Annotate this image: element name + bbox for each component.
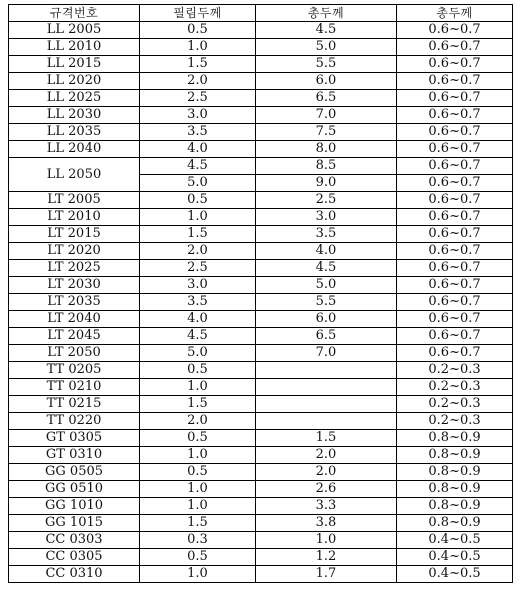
cell-film-thickness: 2.0: [140, 243, 256, 260]
cell-film-thickness: 2.5: [140, 260, 256, 277]
cell-total-thickness-range: 0.2~0.3: [397, 379, 513, 396]
cell-total-thickness: 1.5: [255, 430, 396, 447]
cell-film-thickness: 1.0: [140, 447, 256, 464]
table-row: [9, 73, 513, 90]
cell-total-thickness-range: 0.6~0.7: [397, 345, 513, 362]
cell-total-thickness: 3.3: [255, 498, 396, 515]
table-row: [9, 328, 513, 345]
cell-code: LL 2015: [9, 56, 140, 73]
cell-film-thickness: 1.5: [140, 226, 256, 243]
cell-total-thickness: 9.0: [255, 175, 396, 192]
cell-code: LT 2035: [9, 294, 140, 311]
cell-code: LL 2050: [9, 158, 140, 192]
cell-film-thickness: 0.3: [140, 532, 256, 549]
cell-total-thickness-range: 0.6~0.7: [397, 243, 513, 260]
cell-film-thickness: 1.0: [140, 481, 256, 498]
cell-code: CC 0303: [9, 532, 140, 549]
cell-film-thickness: 1.5: [140, 56, 256, 73]
cell-film-thickness: 5.0: [140, 175, 256, 192]
cell-total-thickness: 2.0: [255, 447, 396, 464]
table-row: [9, 192, 513, 209]
cell-total-thickness: 3.0: [255, 209, 396, 226]
cell-code: LT 2015: [9, 226, 140, 243]
cell-code: TT 0210: [9, 379, 140, 396]
cell-code: LT 2045: [9, 328, 140, 345]
cell-total-thickness: 2.5: [255, 192, 396, 209]
cell-total-thickness-range: 0.6~0.7: [397, 107, 513, 124]
cell-code: CC 0305: [9, 549, 140, 566]
table-row: [9, 158, 513, 175]
table-body: [9, 22, 513, 583]
cell-film-thickness: 1.5: [140, 515, 256, 532]
cell-film-thickness: 0.5: [140, 192, 256, 209]
cell-total-thickness-range: 0.2~0.3: [397, 413, 513, 430]
cell-code: CC 0310: [9, 566, 140, 583]
header-total-thickness: 총두께: [255, 5, 396, 22]
header-row: [9, 5, 513, 22]
cell-total-thickness-range: 0.2~0.3: [397, 362, 513, 379]
cell-film-thickness: 5.0: [140, 345, 256, 362]
table-row: [9, 379, 513, 396]
cell-code: GG 1010: [9, 498, 140, 515]
table-row: [9, 413, 513, 430]
cell-total-thickness: 5.5: [255, 56, 396, 73]
cell-code: LT 2040: [9, 311, 140, 328]
table-row: [9, 260, 513, 277]
cell-film-thickness: 2.0: [140, 413, 256, 430]
cell-code: TT 0215: [9, 396, 140, 413]
header-code: 규격번호: [9, 5, 140, 22]
cell-code: LT 2020: [9, 243, 140, 260]
cell-total-thickness: 1.0: [255, 532, 396, 549]
cell-total-thickness: 4.0: [255, 243, 396, 260]
cell-total-thickness: [255, 396, 396, 413]
cell-film-thickness: 1.0: [140, 498, 256, 515]
table-row: [9, 277, 513, 294]
table-row: [9, 107, 513, 124]
table-row: [9, 549, 513, 566]
cell-film-thickness: 4.0: [140, 311, 256, 328]
cell-total-thickness-range: 0.6~0.7: [397, 277, 513, 294]
cell-code: GT 0305: [9, 430, 140, 447]
cell-total-thickness: 1.7: [255, 566, 396, 583]
cell-total-thickness-range: 0.4~0.5: [397, 566, 513, 583]
cell-code: LL 2025: [9, 90, 140, 107]
table-row: [9, 532, 513, 549]
cell-film-thickness: 0.5: [140, 430, 256, 447]
cell-film-thickness: 0.5: [140, 464, 256, 481]
cell-film-thickness: 3.0: [140, 107, 256, 124]
table-header: [9, 5, 513, 22]
cell-total-thickness-range: 0.6~0.7: [397, 175, 513, 192]
cell-code: GG 1015: [9, 515, 140, 532]
cell-total-thickness: 3.8: [255, 515, 396, 532]
cell-film-thickness: 1.5: [140, 396, 256, 413]
table-row: [9, 345, 513, 362]
cell-total-thickness-range: 0.4~0.5: [397, 549, 513, 566]
table-row: [9, 464, 513, 481]
cell-total-thickness-range: 0.8~0.9: [397, 515, 513, 532]
cell-total-thickness: 7.0: [255, 107, 396, 124]
table-row: [9, 447, 513, 464]
cell-code: LT 2030: [9, 277, 140, 294]
cell-total-thickness-range: 0.6~0.7: [397, 260, 513, 277]
cell-total-thickness-range: 0.6~0.7: [397, 294, 513, 311]
cell-film-thickness: 2.5: [140, 90, 256, 107]
cell-total-thickness-range: 0.8~0.9: [397, 430, 513, 447]
cell-total-thickness: 6.0: [255, 311, 396, 328]
cell-film-thickness: 1.0: [140, 39, 256, 56]
cell-code: LT 2005: [9, 192, 140, 209]
cell-total-thickness-range: 0.6~0.7: [397, 311, 513, 328]
cell-film-thickness: 3.5: [140, 124, 256, 141]
cell-film-thickness: 3.5: [140, 294, 256, 311]
cell-total-thickness: 6.5: [255, 90, 396, 107]
cell-total-thickness-range: 0.6~0.7: [397, 158, 513, 175]
cell-code: LT 2050: [9, 345, 140, 362]
cell-total-thickness: 2.0: [255, 464, 396, 481]
cell-total-thickness: 6.0: [255, 73, 396, 90]
cell-total-thickness-range: 0.6~0.7: [397, 22, 513, 39]
cell-total-thickness-range: 0.6~0.7: [397, 73, 513, 90]
cell-total-thickness: 8.0: [255, 141, 396, 158]
table-row: [9, 243, 513, 260]
table-row: [9, 566, 513, 583]
cell-total-thickness-range: 0.4~0.5: [397, 532, 513, 549]
cell-total-thickness-range: 0.8~0.9: [397, 447, 513, 464]
cell-total-thickness: 7.5: [255, 124, 396, 141]
cell-total-thickness: [255, 379, 396, 396]
table-row: [9, 56, 513, 73]
table-row: [9, 481, 513, 498]
cell-code: LL 2035: [9, 124, 140, 141]
cell-total-thickness-range: 0.8~0.9: [397, 498, 513, 515]
table-row: [9, 396, 513, 413]
cell-code: LL 2040: [9, 141, 140, 158]
cell-total-thickness: 1.2: [255, 549, 396, 566]
cell-total-thickness-range: 0.6~0.7: [397, 209, 513, 226]
cell-film-thickness: 4.5: [140, 328, 256, 345]
header-total-thickness-range: 총두께: [397, 5, 513, 22]
cell-film-thickness: 1.0: [140, 566, 256, 583]
table-row: [9, 430, 513, 447]
table-row: [9, 39, 513, 56]
cell-film-thickness: 3.0: [140, 277, 256, 294]
cell-code: GG 0505: [9, 464, 140, 481]
cell-film-thickness: 0.5: [140, 549, 256, 566]
cell-total-thickness-range: 0.2~0.3: [397, 396, 513, 413]
cell-code: LL 2030: [9, 107, 140, 124]
header-film-thickness: 필림두께: [140, 5, 256, 22]
cell-code: GG 0510: [9, 481, 140, 498]
cell-code: GT 0310: [9, 447, 140, 464]
table-row: [9, 294, 513, 311]
cell-total-thickness-range: 0.6~0.7: [397, 39, 513, 56]
cell-total-thickness: 5.0: [255, 39, 396, 56]
cell-code: LT 2025: [9, 260, 140, 277]
table-row: [9, 141, 513, 158]
cell-total-thickness: 5.5: [255, 294, 396, 311]
table-row: [9, 362, 513, 379]
cell-total-thickness-range: 0.8~0.9: [397, 481, 513, 498]
table-row: [9, 515, 513, 532]
cell-film-thickness: 1.0: [140, 209, 256, 226]
cell-code: TT 0220: [9, 413, 140, 430]
cell-total-thickness: 6.5: [255, 328, 396, 345]
cell-total-thickness: 8.5: [255, 158, 396, 175]
cell-film-thickness: 4.0: [140, 141, 256, 158]
table-row: [9, 22, 513, 39]
spec-table: [8, 4, 513, 583]
cell-total-thickness: [255, 413, 396, 430]
table-row: [9, 124, 513, 141]
cell-code: LL 2005: [9, 22, 140, 39]
cell-code: TT 0205: [9, 362, 140, 379]
cell-total-thickness: 3.5: [255, 226, 396, 243]
table-row: [9, 311, 513, 328]
cell-total-thickness-range: 0.6~0.7: [397, 141, 513, 158]
cell-total-thickness: 2.6: [255, 481, 396, 498]
cell-total-thickness-range: 0.6~0.7: [397, 90, 513, 107]
cell-code: LL 2010: [9, 39, 140, 56]
cell-code: LT 2010: [9, 209, 140, 226]
cell-film-thickness: 0.5: [140, 22, 256, 39]
cell-film-thickness: 2.0: [140, 73, 256, 90]
table-row: [9, 226, 513, 243]
cell-total-thickness-range: 0.6~0.7: [397, 124, 513, 141]
table-row: [9, 90, 513, 107]
cell-total-thickness: 4.5: [255, 22, 396, 39]
cell-total-thickness-range: 0.6~0.7: [397, 56, 513, 73]
cell-total-thickness-range: 0.6~0.7: [397, 226, 513, 243]
cell-total-thickness: 5.0: [255, 277, 396, 294]
cell-total-thickness-range: 0.8~0.9: [397, 464, 513, 481]
cell-total-thickness-range: 0.6~0.7: [397, 328, 513, 345]
cell-film-thickness: 4.5: [140, 158, 256, 175]
cell-film-thickness: 0.5: [140, 362, 256, 379]
cell-code: LL 2020: [9, 73, 140, 90]
cell-total-thickness: 7.0: [255, 345, 396, 362]
cell-total-thickness-range: 0.6~0.7: [397, 192, 513, 209]
table-row: [9, 498, 513, 515]
cell-total-thickness: [255, 362, 396, 379]
cell-film-thickness: 1.0: [140, 379, 256, 396]
table-row: [9, 209, 513, 226]
cell-total-thickness: 4.5: [255, 260, 396, 277]
